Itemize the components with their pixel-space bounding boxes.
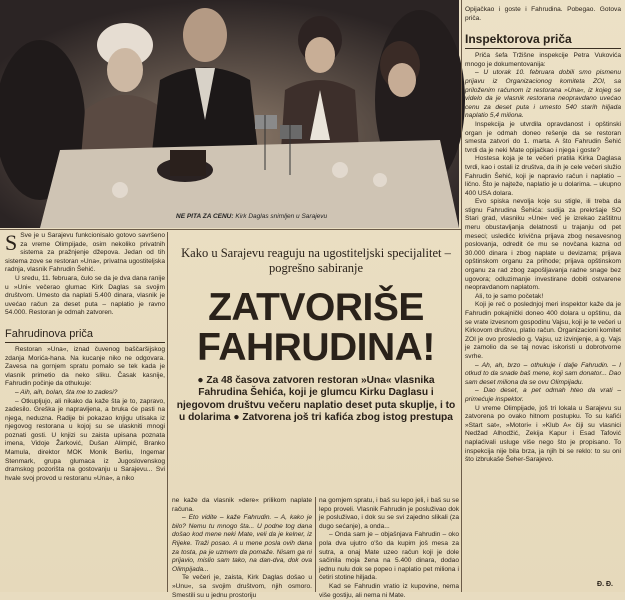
body-column-3 bbox=[319, 497, 459, 600]
caption-bold: NE PITA ZA CENU: bbox=[176, 213, 234, 220]
paragraph: – Eto vidite – kaže Fahrudin. – A, kako je bilo? Nemu tu mnogo šta... U podne tog dana došao kod mene neki Mate, veli da je kelner, iz Rijeke. Traži posao. A u mene posla ovih dana za tosta, pa je uzmem da pomaže. Nisam ga ni prijavio, mislio sam tako, na dan-dva, dok ova Olimpijada... bbox=[172, 514, 312, 573]
right-column bbox=[465, 0, 621, 465]
paragraph: – Dao deset, a pet odmah hteo da vrati – primećuje inspektor. bbox=[465, 387, 621, 403]
paragraph: Hostesa koja je te večeri pratila Kirka Daglasa tvrdi, kao i ostali iz društva, da ih je cele večeri služio Fahrudin Šehić, koji je napravio račun i naplatio – lično. Što je najteže, naplatio je u dolarima. – ukupno 400 USA dolara. bbox=[465, 155, 621, 197]
paragraph: Koji je reč o poslednjoj meri inspektor kaže da je Fahrudin pokajnički doneo 400 dolara u opštinu, da se vrate izvesnom gospodinu Vajsu, koji je te večeri u Kirkovom društvu, platio račun. Organizacioni komitet ZOI je ovo prosledio g. Vajsu, uz izvinjenje, a g. Vajs je zamolio da se taj novac iskoristi u dobrotvorne svrhe. bbox=[465, 301, 622, 360]
paragraph: Restoran »Una«, iznad čuvenog baščaršijskog zdanja Morića-hana. Na kucanje niko ne odgovara. Zavesa na gornjem spratu pomalo se tek kada je vlasnik primetio da neko sliku. Časak kasnije, Fahrudin počinje da othukuje: bbox=[5, 345, 165, 388]
paragraph: – Onda sam je – objašnjava Fahrudin – oko pola dva ujutro o'šo da kupim još mesa za sutra, a onaj Mate uzeo račun koji je dole sačinila moja žena na 5.400 dinara, dodao jednu nulu dok se popeo i naplatio pet miliona i četiri stotine hiljada. bbox=[319, 531, 459, 582]
paragraph: ne kaže da vlasnik »dere« prilikom naplate računa. bbox=[172, 497, 312, 513]
paragraph: Ali, to je samo početak! bbox=[475, 292, 544, 300]
intro-text: Sve je u Sarajevu funkcionisalo gotovo savršeno za vreme Olimpijade, osim nekoliko privatnih sistema za pražnjenje džepova. Jedan od tih sistema zove se restoran »Una«, privatna ugostiteljska radnja, vlasnik Fahrudin Šehić. bbox=[5, 232, 165, 274]
paragraph: Inspekcija je utvrdila opravdanost i opštinski organ je odmah doneo rešenje da se restoran smesta zatvori do 1. marta. A što Fahrudin Šehić tvrdi da je neki Mate opijačkao i njega i goste? bbox=[465, 120, 621, 154]
dropcap: S bbox=[5, 230, 18, 255]
headline bbox=[170, 288, 462, 368]
dinner-photo bbox=[0, 0, 459, 228]
paragraph: – U utorak 10. februara dobili smo pismenu prijavu iz Organizacionog komiteta ZOI, sa priloženim računom iz restorana »Una«, iz kojeg se videlo da je vlasnik restorana neopravdano uvećao cenu za deset puta i umesto 540 starih hiljada naplatio 5,4 miliona. bbox=[465, 69, 621, 120]
paragraph: na gornjem spratu, i baš su lepo jeli, i baš su se lepo proveli. Vlasnik Fahrudin je posluživao dok je posluživao, i dok su se svi zajedno slikali (za dugo sećanje), a onda... bbox=[319, 497, 459, 530]
section-title-fahrudin: Fahrudinova priča bbox=[5, 328, 165, 343]
paragraph: Te večeri je, zaista, Kirk Daglas došao u »Unu«, sa svojim društvom, njih osmoro. Smestili su u jednu prostoriju bbox=[172, 574, 312, 599]
continued-text: Opijačkao i goste i Fahrudina. Pobegao. Gotova priča. bbox=[465, 6, 621, 22]
paragraph: Kad se Fahrudin vratio iz kupovine, nema više gostiju, ali nema ni Mate. bbox=[319, 582, 459, 599]
author-signature: Đ. Đ. bbox=[597, 581, 613, 588]
caption-text: Kirk Daglas snimljen u Sarajevu bbox=[235, 213, 328, 220]
column-rule bbox=[315, 497, 316, 592]
intro-paragraph bbox=[5, 232, 165, 275]
paragraph: – Otkupljujo, ali nikako da kaže šta je to, zapravo, zadesilo. Greška je napravljena, a bruka će pasti na njega, neduzna. Radije bi pokazao knjigu utisaka iz njegovog restorana u kojoj su se ulaskniti mnogi poznati gosti. U knjizi su zaista upisana poznata imena, Vidoje Žarković, Dušan Alimpić, Branko Mamula, direktor MOK Monik Berliu, Ingemar Stenmark, grupa glumaca iz Jugoslovenskog dramskog pozorišta na gostovanju u Sarajevu... Svi hvale svoj provod u restoranu »Una«, a niko bbox=[5, 397, 165, 482]
paragraph: – Aih, aih, bolan, šta me to zadesi? bbox=[15, 388, 118, 396]
paragraph: Evo spiska nevolja koje su stigle, ili treba da stignu Fahrudina Šehića: sudija za prekršaje SO Stari grad, vlasniku »Une« već je izrekao zaštitnu meru obustavljanja delatnosti u trajanju od pet meseci; usledićc krivična prijava zbog nesavesnog poslovanja, odredit će mu se novčana kazna od 30.000 dinara i zbog naplate u devizama; prijava opštinskom organu za prihode; prijava opštinskom organu za rad zbog zapošljavanja radne snage bez ugovora; odluzimanje investirane dobiti ostvarene neopravdanom naplatom. bbox=[465, 198, 621, 292]
headline-block bbox=[170, 232, 462, 425]
photo-image bbox=[0, 0, 459, 228]
photo-rule bbox=[0, 229, 461, 230]
headline-line-1: ZATVORIŠE bbox=[208, 286, 424, 329]
paragraph: Priča šefa Tržišne inspekcije Petra Vukovića mnogo je dokumentovanija: bbox=[465, 52, 621, 68]
left-column bbox=[5, 232, 165, 483]
section-title-inspector: Inspektorova priča bbox=[465, 32, 621, 49]
kicker: Kako u Sarajevu reaguju na ugostiteljski specijalitet – pogrešno sabiranje bbox=[181, 246, 451, 275]
paragraph: U vreme Olimpijade, još tri lokala u Sarajevu su zatvorena po ovako hitnom postupku. To su kafići »Start sat«, »Motori« i »Klub A« čiji su vlasnici Nedžad Alhodžić, Zekija Kapur i Esad Tafović naplaćivali usluge više nego što je propisano. To inspekcija nije bila brza, ja njih bi se reklo: to su oni što izbrukaše Šeher-Sarajevo. bbox=[465, 404, 621, 464]
body-column-2 bbox=[172, 497, 312, 600]
paragraph: U sredu, 11. februara, čulo se da je dva dana ranije u »Uni« večerao glumac Kirk Daglas sa svojim društvom. Umesto da naplati 5.400 dinara, vlasnik je uvećao račun za deset puta – naplatio je ravno 54.000. Restoran je odmah zatvoren. bbox=[5, 274, 165, 317]
headline-line-2: FAHRUDINA! bbox=[197, 326, 435, 369]
paragraph: – Ah, ah, brzo – othukuje i dalje Fahrudin. – I otkud to da snade baš mene, koji sam donator... Dao sam deset miliona da se ovu Olimpijadu. bbox=[465, 361, 621, 386]
deck: ● Za 48 časova zatvoren restoran »Una« vlasnika Fahrudina Šehića, koji je glumcu Kirku Daglasu i njegovom društvu večeru naplatio deset puta skuplje, i to u dolarima ● Zatvorena još tri kafića zbog istog prestupa bbox=[176, 375, 456, 424]
photo-caption bbox=[176, 213, 327, 220]
column-rule bbox=[167, 232, 168, 592]
